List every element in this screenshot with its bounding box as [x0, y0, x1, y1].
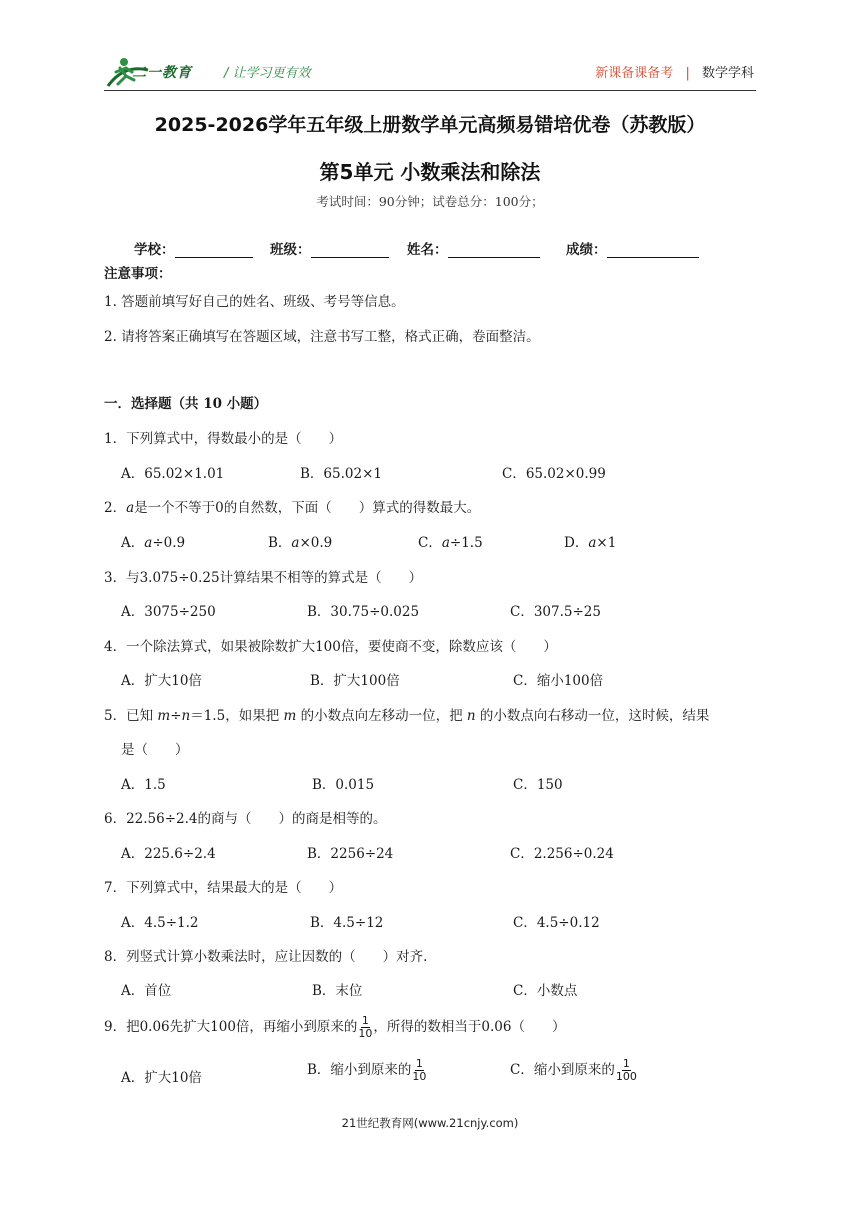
q6-option-b[interactable]: B．2256÷24 — [307, 846, 394, 862]
school-label: 学校： — [134, 242, 175, 258]
q2-prefix: 2． — [104, 500, 127, 516]
question-8-stem: 8．列竖式计算小数乘法时，应让因数的（ ）对齐. — [104, 949, 428, 965]
q2-c-label: C． — [418, 535, 442, 551]
section-title: 一．选择题（共 10 小题） — [104, 396, 268, 412]
q2-option-c[interactable] — [418, 531, 483, 551]
score-blank — [607, 242, 699, 258]
header-divider — [104, 90, 756, 91]
q2-a-label: A． — [121, 535, 145, 551]
q2-c-expr: ÷1.5 — [449, 535, 483, 551]
q9-fraction — [358, 1015, 372, 1040]
question-4-stem: 4．一个除法算式，如果被除数扩大100倍，要使商不变，除数应该（ ） — [104, 639, 557, 655]
q8-option-b[interactable]: B．末位 — [312, 983, 363, 999]
q9-option-b[interactable] — [307, 1058, 427, 1083]
note-item: 2. 请将答案正确填写在答题区域，注意书写工整，格式正确，卷面整洁。 — [104, 329, 540, 345]
q6-option-c[interactable]: C．2.256÷0.24 — [510, 846, 614, 862]
q2-d-label: D． — [564, 535, 589, 551]
question-5-stem-line2: 是（ ） — [121, 742, 189, 758]
q9-before: 9．把0.06先扩大100倍，再缩小到原来的 — [104, 1019, 358, 1035]
q4-option-c[interactable]: C．缩小100倍 — [513, 673, 604, 689]
q9-b-frac-num: 1 — [415, 1057, 423, 1070]
q9-option-a[interactable]: A．扩大10倍 — [121, 1070, 202, 1086]
q9-b-text: B．缩小到原来的 — [307, 1062, 412, 1078]
q9-c-frac-num: 1 — [622, 1057, 630, 1070]
q7-option-c[interactable]: C．4.5÷0.12 — [513, 915, 600, 931]
q8-option-c[interactable]: C．小数点 — [513, 983, 578, 999]
class-blank — [311, 242, 389, 258]
q1-option-b[interactable]: B．65.02×1 — [300, 466, 382, 482]
slogan: / 让学习更有效 — [224, 66, 311, 81]
q2-b-label: B． — [268, 535, 292, 551]
q1-option-c[interactable]: C．65.02×0.99 — [502, 466, 606, 482]
header-tag: 新课备课备考 — [595, 66, 674, 81]
q7-option-b[interactable]: B．4.5÷12 — [310, 915, 384, 931]
exam-info: 考试时间：90分钟；试卷总分：100分； — [316, 194, 544, 209]
q9-c-frac-den: 100 — [615, 1070, 637, 1083]
header-subject: 数学学科 — [701, 66, 754, 81]
q2-option-b[interactable] — [268, 531, 332, 551]
page-header — [0, 0, 860, 92]
q9-option-c[interactable] — [510, 1058, 638, 1083]
question-2-stem — [104, 496, 480, 516]
question-6-stem: 6．22.56÷2.4的商与（ ）的商是相等的。 — [104, 811, 387, 827]
score-field[interactable] — [566, 238, 699, 258]
q2-b-expr: ×0.9 — [299, 535, 333, 551]
q9-b-frac-den: 10 — [412, 1070, 427, 1083]
q2-a-expr: ÷0.9 — [152, 535, 186, 551]
q5-part: 的小数点向左移动一位，把 — [296, 708, 467, 724]
name-field[interactable] — [407, 238, 540, 258]
q3-option-a[interactable]: A．3075÷250 — [121, 604, 216, 620]
q2-rest: 是一个不等于0的自然数，下面（ ）算式的得数最大。 — [134, 500, 481, 516]
q5-var-n: n — [181, 708, 191, 724]
q3-option-b[interactable]: B．30.75÷0.025 — [307, 604, 420, 620]
question-1-stem: 1．下列算式中，得数最小的是（ ） — [104, 431, 343, 447]
q9-b-fraction — [412, 1058, 426, 1083]
note-item: 1. 答题前填写好自己的姓名、班级、考号等信息。 — [104, 294, 405, 310]
q5-var-m: m — [157, 708, 171, 724]
q3-option-c[interactable]: C．307.5÷25 — [510, 604, 601, 620]
school-blank — [175, 242, 253, 258]
exam-title: 2025-2026学年五年级上册数学单元高频易错培优卷（苏教版） — [154, 114, 706, 136]
q8-option-a[interactable]: A．首位 — [121, 983, 172, 999]
question-3-stem: 3．与3.075÷0.25计算结果不相等的算式是（ ） — [104, 570, 423, 586]
q5-part: 的小数点向右移动一位，这时候，结果 — [475, 708, 710, 724]
q5-var-n: n — [466, 708, 476, 724]
q2-c-var: a — [441, 535, 450, 551]
q2-a-var: a — [144, 535, 153, 551]
question-7-stem: 7．下列算式中，结果最大的是（ ） — [104, 880, 343, 896]
q9-frac-den: 10 — [358, 1027, 373, 1040]
class-field[interactable] — [270, 238, 389, 258]
q5-part: ÷ — [170, 708, 182, 724]
header-separator: | — [685, 66, 690, 81]
q9-c-text: C．缩小到原来的 — [510, 1062, 615, 1078]
q2-option-a[interactable] — [121, 531, 185, 551]
q2-option-d[interactable] — [564, 531, 616, 551]
q5-option-a[interactable]: A．1.5 — [121, 777, 166, 793]
page-footer: 21世纪教育网(www.21cnjy.com) — [341, 1116, 519, 1130]
q4-option-a[interactable]: A．扩大10倍 — [121, 673, 202, 689]
q2-b-var: a — [291, 535, 300, 551]
unit-title: 第5单元 小数乘法和除法 — [319, 160, 541, 184]
q9-after: ，所得的数相当于0.06（ ） — [373, 1019, 566, 1035]
notes-title: 注意事项： — [104, 266, 172, 282]
q6-option-a[interactable]: A．225.6÷2.4 — [121, 846, 216, 862]
question-9-stem — [104, 1015, 565, 1040]
q7-option-a[interactable]: A．4.5÷1.2 — [121, 915, 199, 931]
score-label: 成绩： — [566, 242, 607, 258]
name-blank — [448, 242, 540, 258]
q5-option-c[interactable]: C．150 — [513, 777, 563, 793]
q9-frac-num: 1 — [361, 1014, 369, 1027]
q4-option-b[interactable]: B．扩大100倍 — [310, 673, 400, 689]
q2-var: a — [126, 500, 135, 516]
q5-var-m: m — [283, 708, 297, 724]
q5-part: ＝1.5，如果把 — [190, 708, 284, 724]
q5-part: 5．已知 — [104, 708, 158, 724]
school-field[interactable] — [134, 238, 253, 258]
q1-option-a[interactable]: A．65.02×1.01 — [121, 466, 225, 482]
question-5-stem — [104, 704, 709, 724]
q9-c-fraction — [616, 1058, 637, 1083]
q5-option-b[interactable]: B．0.015 — [312, 777, 375, 793]
q2-d-expr: ×1 — [596, 535, 617, 551]
q2-d-var: a — [588, 535, 597, 551]
header-right — [595, 62, 754, 81]
name-label: 姓名： — [407, 242, 448, 258]
class-label: 班级： — [270, 242, 311, 258]
logo-text: 二一教育 — [132, 65, 192, 81]
